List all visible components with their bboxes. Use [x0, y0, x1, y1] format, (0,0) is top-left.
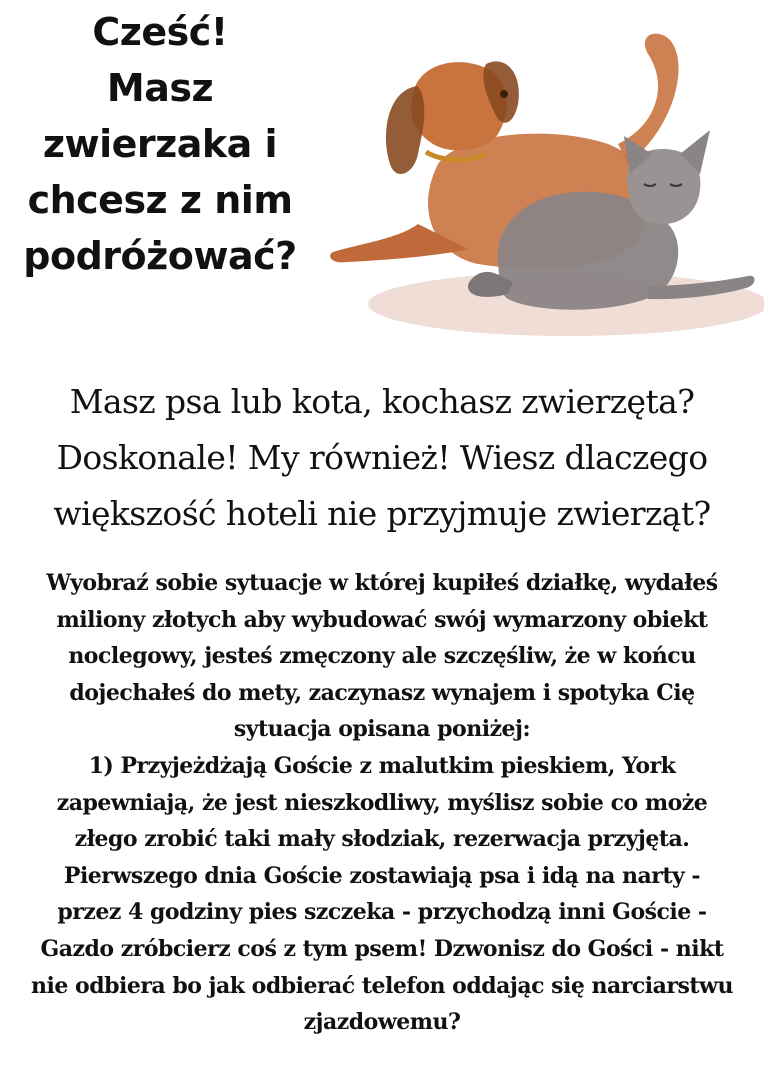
dog-and-cat-watercolor-icon: [318, 24, 764, 340]
headline-line: podróżować?: [23, 234, 297, 278]
story-line: przez 4 godziny pies szczeka - przychodzą inni Goście -: [57, 899, 707, 926]
story-line: noclegowy, jesteś zmęczony ale szczęśliw, że w końcu: [68, 643, 696, 670]
story-line: miliony złotych aby wybudować swój wymarzony obiekt: [56, 606, 708, 633]
story-line: Gazdo zróbcierz coś z tym psem! Dzwonisz do Gości - nikt: [40, 935, 724, 962]
headline-line: zwierzaka i: [42, 122, 278, 166]
story-line: zjazdowemu?: [303, 1009, 461, 1036]
headline: [10, 4, 310, 284]
headline-line: Cześć!: [92, 10, 228, 54]
story-line: sytuacja opisana poniżej:: [233, 716, 531, 743]
intro-paragraph: [0, 374, 764, 542]
dog-ear-left: [386, 86, 424, 174]
story-line: zapewniają, że jest nieszkodliwy, myślisz sobie co może: [56, 789, 708, 816]
story-line: Pierwszego dnia Goście zostawiają psa i idą na narty -: [63, 862, 701, 889]
story-line: Wyobraź sobie sytuacje w której kupiłeś działkę, wydałeś: [46, 570, 718, 596]
story-line: złego zrobić taki mały słodziak, rezerwacja przyjęta.: [74, 826, 690, 853]
intro-line: Masz psa lub kota, kochasz zwierzęta?: [69, 382, 695, 421]
intro-line: większość hoteli nie przyjmuje zwierząt?: [53, 494, 711, 533]
headline-line: Masz: [106, 66, 214, 110]
headline-line: chcesz z nim: [27, 178, 293, 222]
story-paragraph: [0, 565, 764, 1041]
story-line: dojechałeś do mety, zaczynasz wynajem i spotyka Cię: [69, 679, 695, 706]
story-line: nie odbiera bo jak odbierać telefon oddając się narciarstwu: [31, 972, 733, 999]
story-line: 1) Przyjeżdżają Goście z malutkim pieskiem, York: [88, 752, 676, 779]
dog-eye: [500, 90, 508, 98]
intro-line: Doskonale! My również! Wiesz dlaczego: [56, 438, 708, 477]
